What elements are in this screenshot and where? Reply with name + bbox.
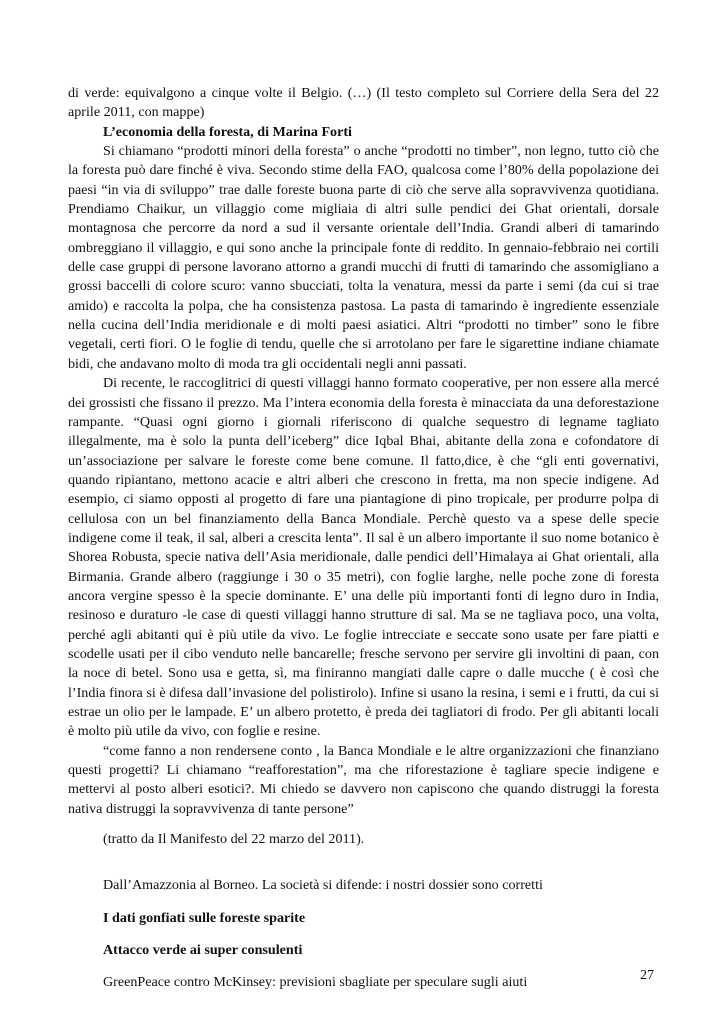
page-body	[68, 84, 659, 993]
subhead-line: GreenPeace contro McKinsey: previsioni sbagliate per speculare sugli aiuti	[103, 974, 528, 991]
kicker-line: Dall’Amazzonia al Borneo. La società si difende: i nostri dossier sono corretti	[103, 877, 543, 894]
body-paragraph-1: Si chiamano “prodotti minori della foresta” o anche “prodotti no timber”, non legno, tutto ciò che la foresta può dare finché è viva. Secondo stime della FAO, qualcosa come l’80% della popolazione dei paesi “in via di sviluppo” trae dalle foreste buona parte di ciò che serve alla sopravvivenza quotidiana. Prendiamo Chaikur, un villaggio come migliaia di altri sulle pendici dei Ghat orientali, dorsale montagnosa che percorre da nord a sud il versante orientale dell’India. Grandi alberi di tamarindo ombreggiano il villaggio, e qui sono anche la principale fonte di reddito. In gennaio-febbraio nei cortili delle case gruppi di persone lavorano attorno a grandi mucchi di frutti di tamarindo che assomigliano a grossi baccelli di colore scuro: vanno sbucciati, tolta la venatura, messi da parte i semi (da cui si trae amido) e raccolta la polpa, che ha consistenza pastosa. La pasta di tamarindo è ingrediente essenziale nella cucina dell’India meridionale e di molti paesi asiatici. Altri “prodotti no timber” sono le fibre vegetali, certi fiori. O le foglie di tendu, quelle che si arrotolano per fare le sigarettine indiane chiamate bidi, che andavano molto di moda tra gli occidentali negli anni passati.	[68, 143, 659, 372]
source-note: (tratto da Il Manifesto del 22 marzo del 2011).	[103, 831, 365, 848]
headline-2: Attacco verde ai super consulenti	[103, 942, 303, 959]
headline-1: I dati gonfiati sulle foreste sparite	[103, 909, 306, 926]
page-number: 27	[640, 967, 655, 983]
quote-paragraph: “come fanno a non rendersene conto , la Banca Mondiale e le altre organizzazioni che finanziano questi progetti? Li chiamano “reafforestation”, ma che riforestazione è tagliare specie indigene e mettervi al posto alberi esotici?. Mi chiedo se davvero non capiscono che quando distruggi la foresta nativa distruggi la sopravvivenza di tante persone”	[68, 742, 659, 817]
intro-paragraph: di verde: equivalgono a cinque volte il Belgio. (…) (Il testo completo sul Corriere della Sera del 22 aprile 2011, con mappe)	[68, 85, 659, 121]
article-title: L’economia della foresta, di Marina Forti	[103, 123, 352, 140]
body-paragraph-2: Di recente, le raccoglitrici di questi villaggi hanno formato cooperative, per non essere alla mercé dei grossisti che fissano il prezzo. Ma l’intera economia della foresta è minacciata da una deforestazione rampante. “Quasi ogni giorno i giornali riferiscono di qualche sequestro di legname tagliato illegalmente, ma è solo la punta dell’iceberg” dice Iqbal Bhai, abitante della zona e cofondatore di un’associazione per salvare le foreste come bene comune. Il fatto,dice, è che “gli enti governativi, quando ripiantano, mettono acacie e altri alberi che crescono in fretta, ma non specie indigene. Ad esempio, ci siamo opposti al progetto di fare una piantagione di pino tropicale, per produrre polpa di cellulosa con un bel finanziamento della Banca Mondiale. Perchè questo va a spese delle specie indigene come il teak, il sal, alberi a crescita lenta”. Il sal è un albero importante il suo nome botanico è Shorea Robusta, specie nativa dell’Asia meridionale, dalle pendici dell’Himalaya ai Ghat orientali, alla Birmania. Grande albero (raggiunge i 30 o 35 metri), con foglie larghe, nelle poche zone di foresta ancora vergine spesso è la specie dominante. E’ una delle più importanti fonti di legno duro in India, resinoso e duraturo -le case di questi villaggi hanno strutture di sal. Ma se ne tagliava poco, una volta, perché agli abitanti qui è più utile da vivo. Le foglie intrecciate e seccate sono usate per fare piatti e scodelle usati per il cibo venduto nelle bancarelle; fresche servono per servire gli involtini di paan, con la noce di betel. Sono usa e getta, sì, ma finiranno mangiati dalle capre o dalle mucche ( è così che l’India finora si è difesa dall’invasione del polistirolo). Infine si usano la resina, i semi e i frutti, da cui si estrae un olio per le lampade. E’ un albero protetto, è preda dei tagliatori di frodo. Per gli abitanti locali è molto più utile da vivo, con foglie e resine.	[68, 375, 659, 740]
